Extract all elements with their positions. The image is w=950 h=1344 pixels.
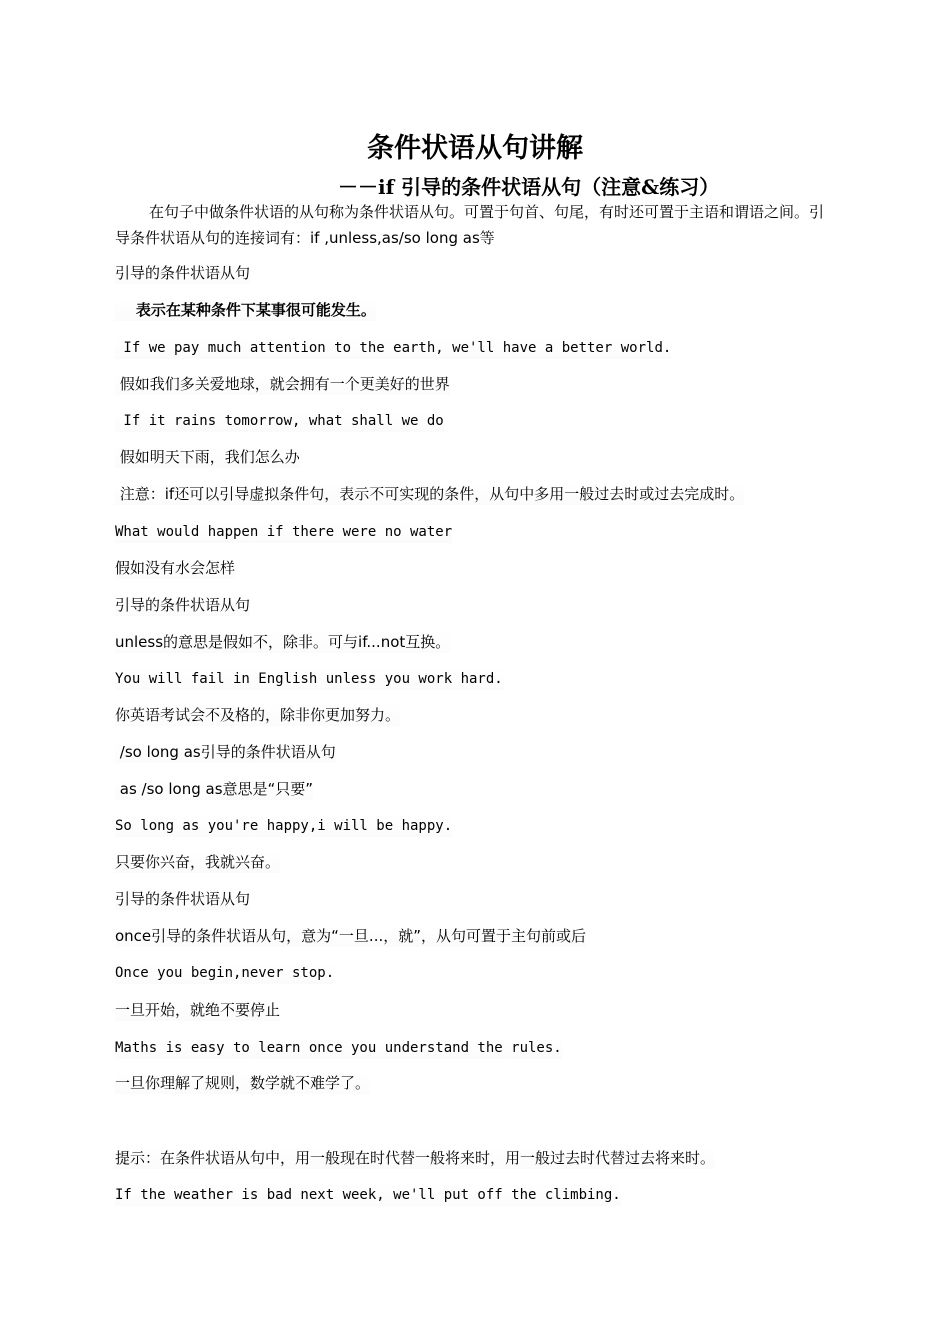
example-sentence: If the weather is bad next week, we'll put off the climbing. xyxy=(115,1184,621,1206)
document-subtitle: －－if 引导的条件状语从句（注意&练习） xyxy=(338,175,720,199)
intro-paragraph: 在句子中做条件状语的从句称为条件状语从句。可置于句首、句尾，有时还可置于主语和谓语之间。引导条件状语从句的连接词有：if ,unless,as/so long as等 xyxy=(115,203,825,247)
section-heading-so-long-as: /so long as引导的条件状语从句 xyxy=(115,743,336,761)
example-sentence: Maths is easy to learn once you understand the rules. xyxy=(115,1037,562,1059)
example-sentence: If we pay much attention to the earth, we'll have a better world. xyxy=(115,337,671,359)
example-translation: 你英语考试会不及格的，除非你更加努力。 xyxy=(115,706,401,724)
section-heading-unless: 引导的条件状语从句 xyxy=(115,596,251,614)
subjunctive-note: 注意：if还可以引导虚拟条件句，表示不可实现的条件，从句中多用一般过去时或过去完成时。 xyxy=(115,485,745,503)
example-sentence: So long as you're happy,i will be happy. xyxy=(115,815,452,837)
example-sentence: Once you begin,never stop. xyxy=(115,962,334,984)
example-sentence: What would happen if there were no water xyxy=(115,521,452,543)
once-usage-note: once引导的条件状语从句，意为“一旦...，就”，从句可置于主句前或后 xyxy=(115,927,587,945)
example-sentence: If it rains tomorrow, what shall we do xyxy=(115,410,444,432)
so-long-as-usage-note: as /so long as意思是“只要” xyxy=(115,780,314,798)
example-translation: 假如我们多关爱地球，就会拥有一个更美好的世界 xyxy=(115,375,450,393)
section-heading-if: 引导的条件状语从句 xyxy=(115,264,251,282)
example-translation: 假如明天下雨，我们怎么办 xyxy=(115,448,300,466)
section-heading-once: 引导的条件状语从句 xyxy=(115,890,251,908)
example-sentence: You will fail in English unless you work hard. xyxy=(115,668,503,690)
example-translation: 假如没有水会怎样 xyxy=(115,559,236,577)
example-translation: 只要你兴奋，我就兴奋。 xyxy=(115,853,281,871)
if-usage-note: 表示在某种条件下某事很可能发生。 xyxy=(115,301,376,319)
tense-tip: 提示：在条件状语从句中，用一般现在时代替一般将来时，用一般过去时代替过去将来时。 xyxy=(115,1149,716,1167)
unless-usage-note: unless的意思是假如不，除非。可与if...not互换。 xyxy=(115,633,451,651)
example-translation: 一旦开始，就绝不要停止 xyxy=(115,1001,281,1019)
example-translation: 一旦你理解了规则，数学就不难学了。 xyxy=(115,1074,371,1092)
document-title: 条件状语从句讲解 xyxy=(367,133,583,164)
